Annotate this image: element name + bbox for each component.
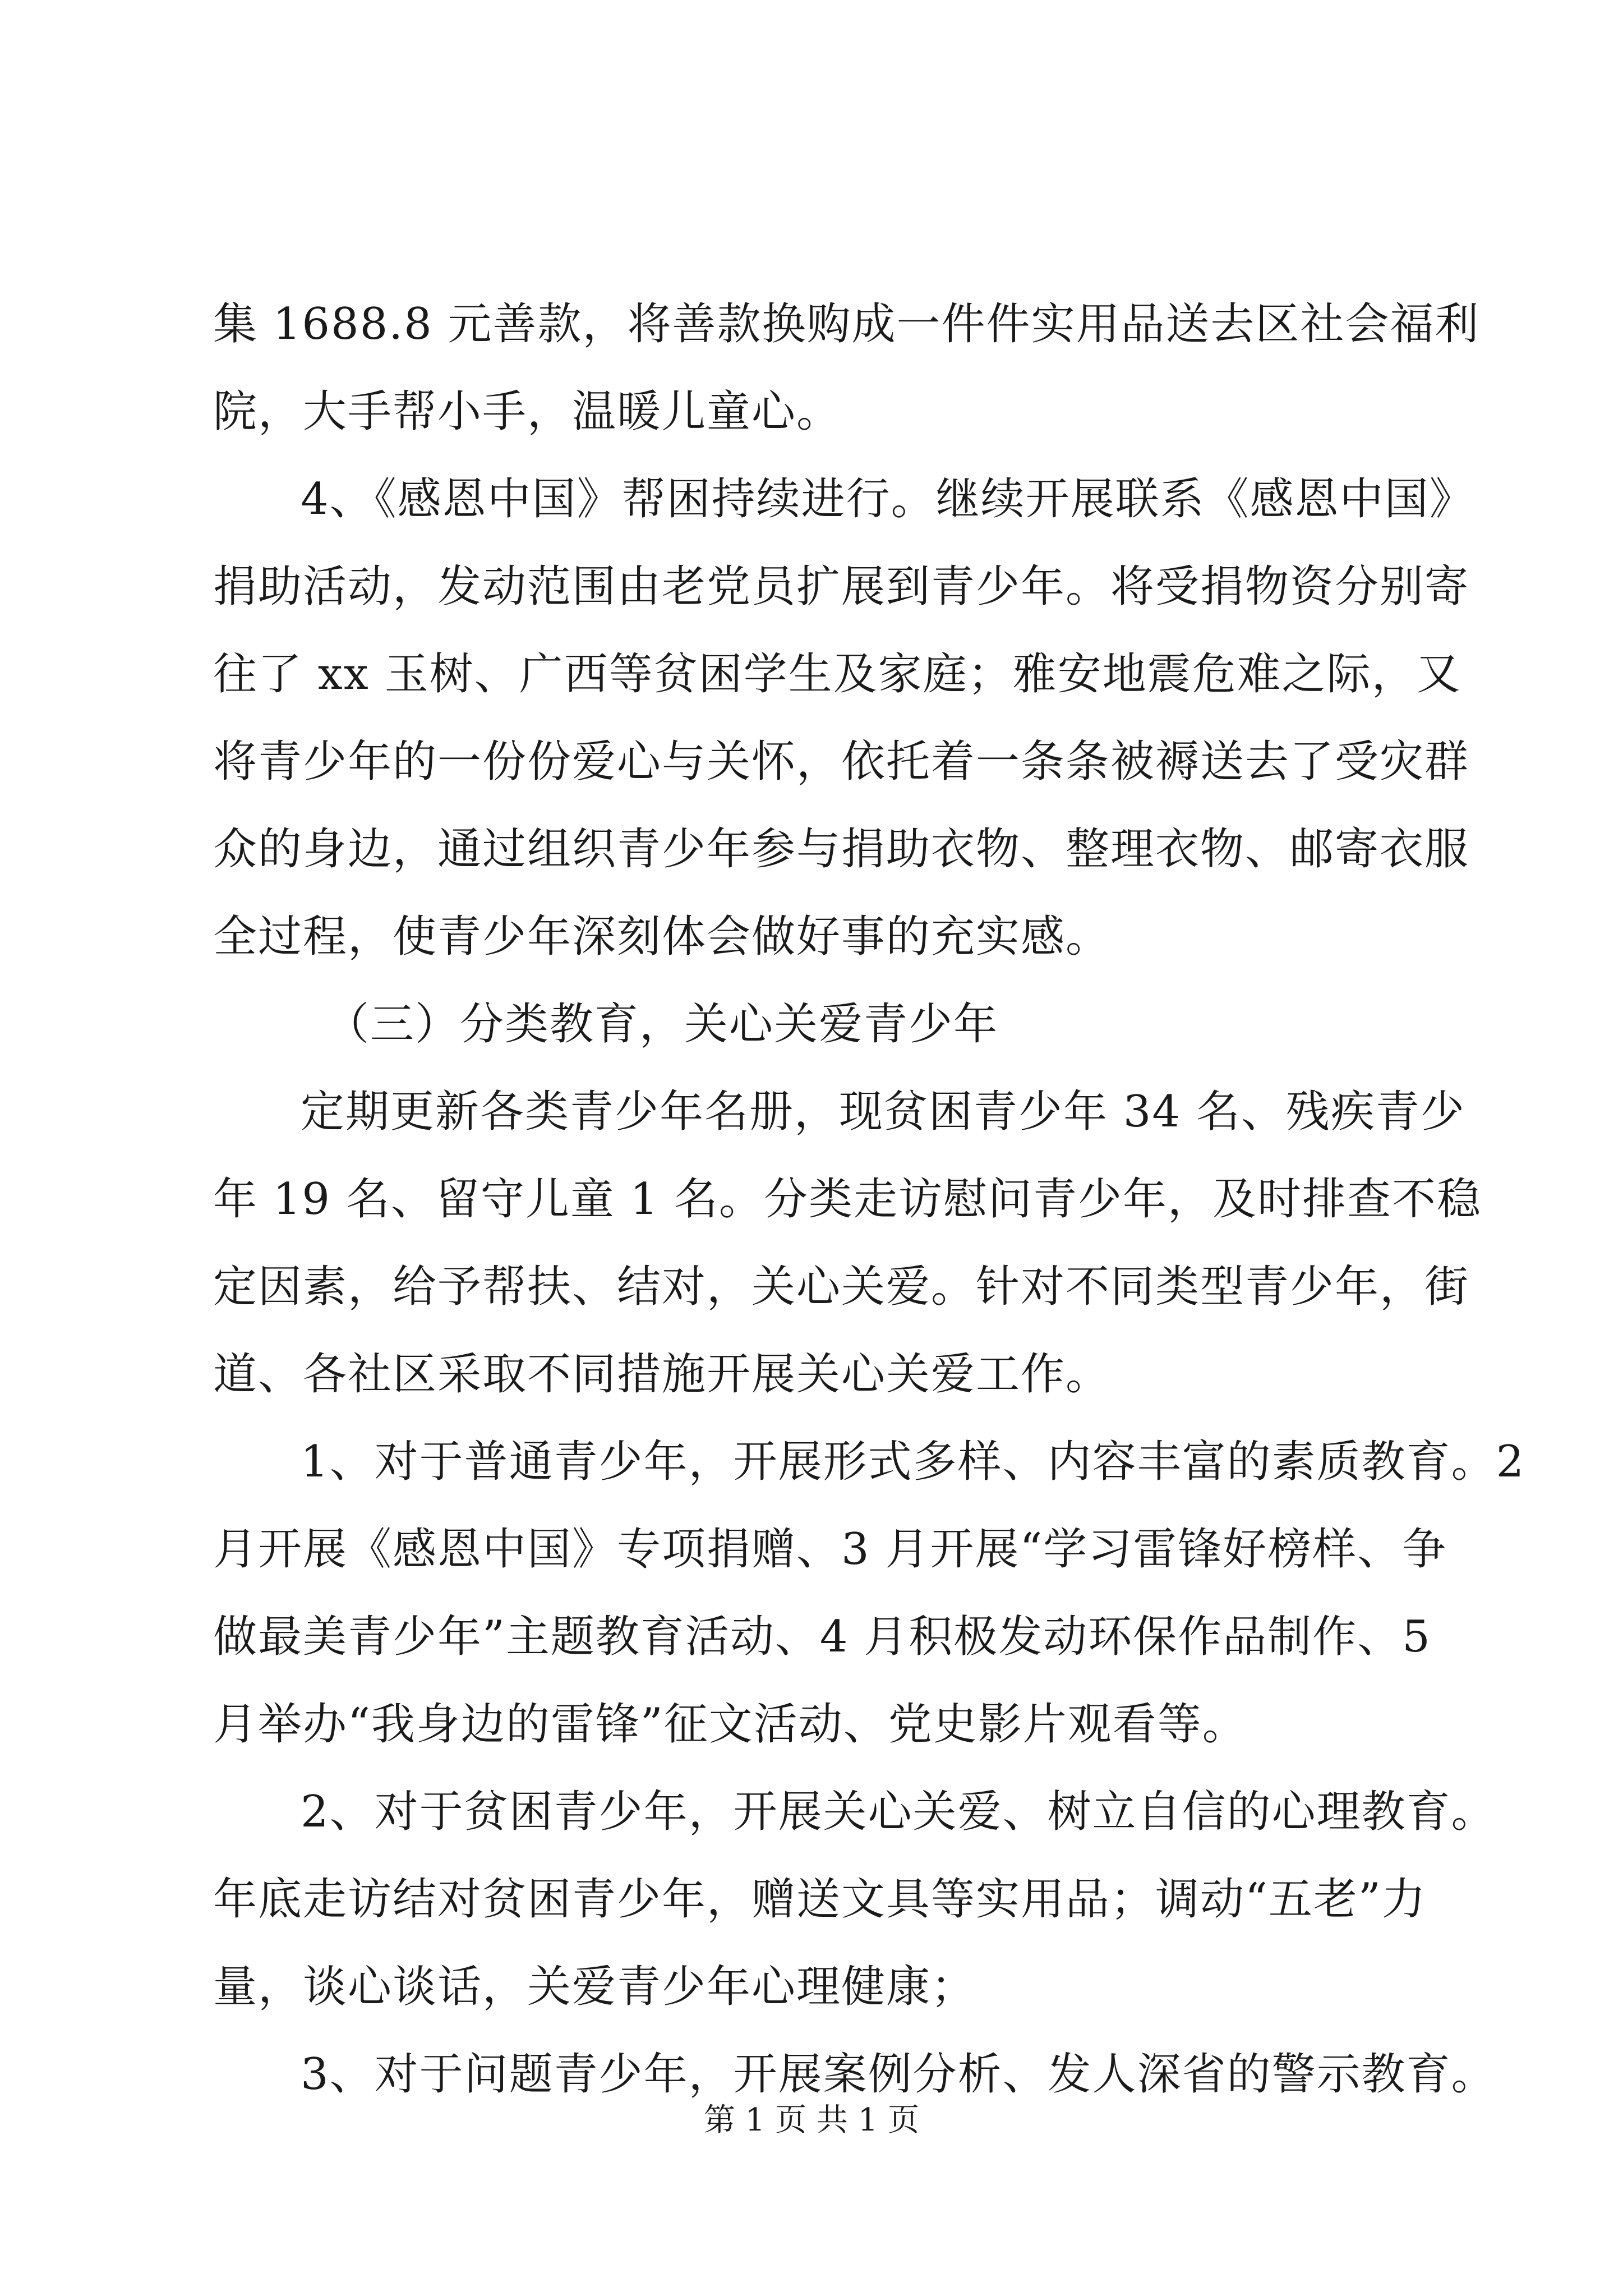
document-body [213,280,1525,2118]
text-line: 道、各社区采取不同措施开展关心关爱工作。 [213,1349,1111,1400]
text-line: 捐助活动，发动范围由老党员扩展到青少年。将受捐物资分别寄 [213,562,1470,612]
text-line: 院，大手帮小手，温暖儿童心。 [213,386,842,437]
section-heading: （三）分类教育，关心关爱青少年 [325,999,999,1050]
text-line: 3、对于问题青少年，开展案例分析、发人深省的警示教育。 [301,2049,1496,2100]
text-line: 月开展《感恩中国》专项捐赠、3 月开展“学习雷锋好榜样、争 [213,1524,1447,1575]
text-line: 全过程，使青少年深刻体会做好事的充实感。 [213,912,1111,962]
text-line: 集 1688.8 元善款，将善款换购成一件件实用品送去区社会福利 [213,299,1480,349]
text-line: 4、《感恩中国》帮困持续进行。继续开展联系《感恩中国》 [301,474,1474,524]
text-line: 量，谈心谈话，关爱青少年心理健康； [213,1962,976,2012]
text-line: 月举办“我身边的雷锋”征文活动、党史影片观看等。 [213,1699,1247,1750]
text-line: 众的身边，通过组织青少年参与捐助衣物、整理衣物、邮寄衣服 [213,824,1470,875]
text-line: 定期更新各类青少年名册，现贫困青少年 34 名、残疾青少 [301,1087,1465,1137]
page-footer: 第 1 页 共 1 页 [703,2102,920,2138]
text-line: 将青少年的一份份爱心与关怀，依托着一条条被褥送去了受灾群 [213,737,1470,787]
text-line: 年 19 名、留守儿童 1 名。分类走访慰问青少年，及时排查不稳 [213,1174,1482,1225]
text-line: 定因素，给予帮扶、结对，关心关爱。针对不同类型青少年，街 [213,1262,1470,1312]
text-line: 2、对于贫困青少年，开展关心关爱、树立自信的心理教育。 [301,1787,1496,1837]
text-line: 往了 xx 玉树、广西等贫困学生及家庭；雅安地震危难之际，又 [213,649,1461,700]
text-line: 1、对于普通青少年，开展形式多样、内容丰富的素质教育。2 [301,1437,1525,1487]
text-line: 做最美青少年”主题教育活动、4 月积极发动环保作品制作、5 [213,1612,1431,1662]
text-line: 年底走访结对贫困青少年，赠送文具等实用品；调动“五老”力 [213,1874,1427,1925]
